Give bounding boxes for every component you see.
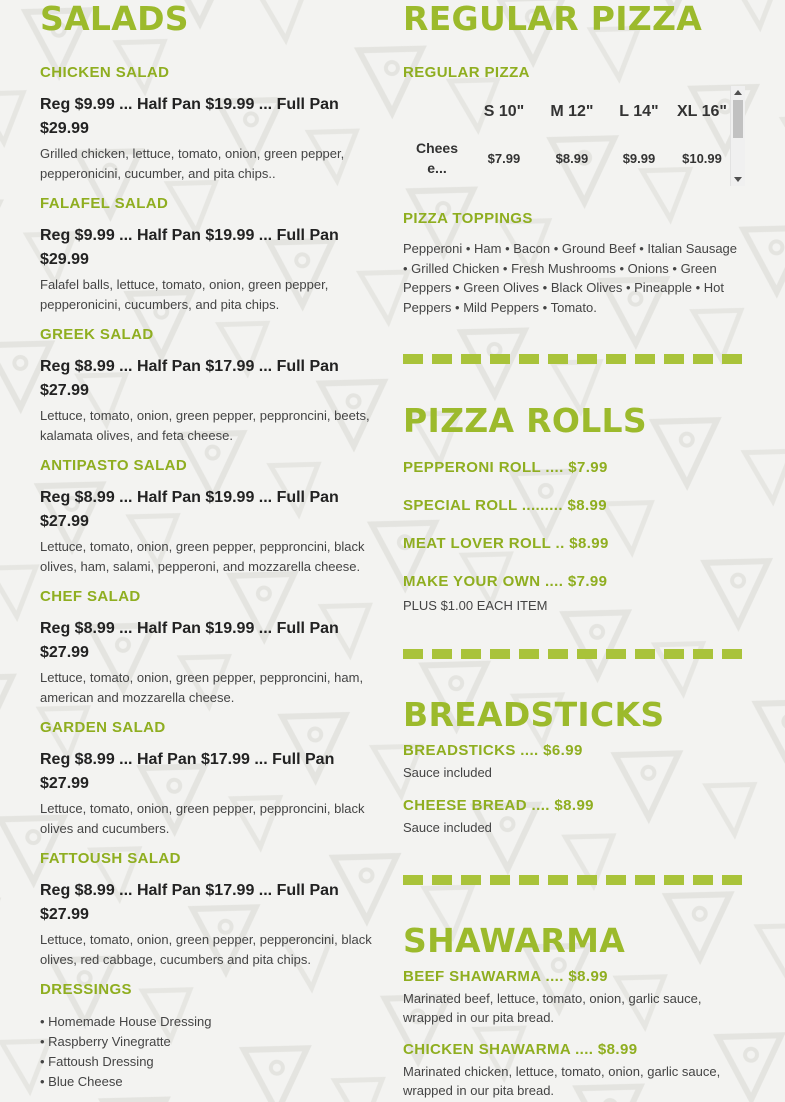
pizza-toppings-heading: PIZZA TOPPINGS bbox=[403, 210, 533, 227]
salad-description: Falafel balls, lettuce, tomato, onion, green pepper, pepperonicini, cucumbers, and pita chips. bbox=[40, 277, 329, 312]
left-column bbox=[40, 0, 380, 1092]
table-row bbox=[403, 138, 733, 178]
salad-name: GARDEN SALAD bbox=[40, 719, 166, 736]
dressing-item: • Fattoush Dressing bbox=[40, 1054, 154, 1069]
right-column bbox=[403, 0, 745, 1100]
dressings-heading: DRESSINGS bbox=[40, 981, 132, 998]
table-cell: $8.99 bbox=[555, 150, 589, 166]
salad-name: CHICKEN SALAD bbox=[40, 64, 170, 81]
salad-description: Lettuce, tomato, onion, green pepper, pepproncini, black olives, ham, salami, pepperoni, and mozzarella cheese. bbox=[40, 539, 365, 574]
table-cell: $10.99 bbox=[682, 150, 722, 166]
shawarma-description: Marinated beef, lettuce, tomato, onion, garlic sauce, wrapped in our pita bread. bbox=[403, 991, 702, 1025]
salads-heading: SALADS bbox=[40, 0, 189, 38]
pizza-roll-note: PLUS $1.00 EACH ITEM bbox=[403, 598, 548, 613]
shawarma-description: Marinated chicken, lettuce, tomato, onion, garlic sauce, wrapped in our pita bread. bbox=[403, 1064, 721, 1098]
salad-description: Lettuce, tomato, onion, green pepper, pepperoncini, black olives, red cabbage, cucumbers and pita chips. bbox=[40, 932, 372, 967]
table-cell: $9.99 bbox=[622, 150, 656, 166]
salad-description: Lettuce, tomato, onion, green pepper, pepproncini, beets, kalamata olives, and feta cheese. bbox=[40, 408, 370, 443]
salad-name: FATTOUSH SALAD bbox=[40, 850, 181, 867]
salad-item bbox=[40, 457, 380, 577]
salad-description: Lettuce, tomato, onion, green pepper, pepproncini, black olives and cucumbers. bbox=[40, 801, 365, 836]
shawarma-item: BEEF SHAWARMA .... $8.99 bbox=[403, 968, 608, 985]
salad-name: GREEK SALAD bbox=[40, 326, 154, 343]
salad-item bbox=[40, 588, 380, 708]
salad-description: Grilled chicken, lettuce, tomato, onion, green pepper, pepperonicini, cucumber, and pita chips.. bbox=[40, 146, 345, 181]
dressing-item: • Blue Cheese bbox=[40, 1074, 123, 1089]
shawarma-heading: SHAWARMA bbox=[403, 921, 626, 960]
salad-price: Reg $8.99 ... Half Pan $19.99 ... Full Pan $27.99 bbox=[40, 620, 339, 661]
salad-description: Lettuce, tomato, onion, green pepper, pepproncini, ham, american and mozzarella cheese. bbox=[40, 670, 364, 705]
salad-item bbox=[40, 326, 380, 446]
pizza-roll-item: PEPPERONI ROLL .... $7.99 bbox=[403, 459, 608, 476]
pizza-price-table bbox=[403, 86, 733, 178]
salad-name: ANTIPASTO SALAD bbox=[40, 457, 188, 474]
section-divider bbox=[403, 875, 745, 885]
pizza-toppings-list: Pepperoni • Ham • Bacon • Ground Beef • Italian Sausage • Grilled Chicken • Fresh Mushrooms • Onions • Green Peppers • Green Olives • Black Olives • Pineapple • Hot Peppers • Mild Peppers • Tomato. bbox=[403, 241, 738, 315]
pizza-roll-item: MAKE YOUR OWN .... $7.99 bbox=[403, 573, 608, 590]
dressings-section bbox=[40, 981, 380, 1092]
table-header bbox=[403, 86, 471, 138]
table-header: XL 16" bbox=[677, 103, 727, 120]
salad-price: Reg $8.99 ... Half Pan $17.99 ... Full Pan $27.99 bbox=[40, 882, 339, 923]
pizza-rolls-heading: PIZZA ROLLS bbox=[403, 401, 647, 440]
salad-price: Reg $8.99 ... Half Pan $19.99 ... Full Pan $27.99 bbox=[40, 489, 339, 530]
salad-item bbox=[40, 850, 380, 970]
breadstick-item: BREADSTICKS .... $6.99 bbox=[403, 742, 583, 759]
salad-price: Reg $9.99 ... Half Pan $19.99 ... Full Pan $29.99 bbox=[40, 227, 339, 268]
table-header: L 14" bbox=[619, 103, 659, 120]
salad-item bbox=[40, 719, 380, 839]
breadstick-item: CHEESE BREAD .... $8.99 bbox=[403, 797, 594, 814]
scroll-down-arrow-icon[interactable] bbox=[734, 177, 742, 182]
dressing-item: • Homemade House Dressing bbox=[40, 1014, 212, 1029]
table-header-row bbox=[403, 86, 733, 138]
salad-name: FALAFEL SALAD bbox=[40, 195, 169, 212]
table-cell: Chees e... bbox=[415, 140, 459, 176]
pizza-roll-item: SPECIAL ROLL ......... $8.99 bbox=[403, 497, 608, 514]
regular-pizza-subheading: REGULAR PIZZA bbox=[403, 64, 530, 81]
scroll-up-arrow-icon[interactable] bbox=[734, 90, 742, 95]
section-divider bbox=[403, 649, 745, 659]
salad-item bbox=[40, 195, 380, 315]
pizza-price-table-scroll[interactable] bbox=[403, 86, 745, 186]
breadsticks-heading: BREADSTICKS bbox=[403, 695, 665, 734]
regular-pizza-heading: REGULAR PIZZA bbox=[403, 0, 703, 38]
salad-name: CHEF SALAD bbox=[40, 588, 141, 605]
table-scrollbar[interactable] bbox=[730, 86, 745, 186]
breadstick-note: Sauce included bbox=[403, 765, 492, 780]
dressing-item: • Raspberry Vinegratte bbox=[40, 1034, 171, 1049]
salad-item bbox=[40, 64, 380, 184]
salad-price: Reg $8.99 ... Haf Pan $17.99 ... Full Pan $27.99 bbox=[40, 751, 335, 792]
salad-price: Reg $9.99 ... Half Pan $19.99 ... Full Pan $29.99 bbox=[40, 96, 339, 137]
table-header: M 12" bbox=[550, 103, 594, 120]
salad-price: Reg $8.99 ... Half Pan $17.99 ... Full Pan $27.99 bbox=[40, 358, 339, 399]
breadstick-note: Sauce included bbox=[403, 820, 492, 835]
scroll-thumb[interactable] bbox=[733, 100, 743, 138]
pizza-roll-item: MEAT LOVER ROLL .. $8.99 bbox=[403, 535, 609, 552]
section-divider bbox=[403, 354, 745, 364]
table-cell: $7.99 bbox=[487, 150, 521, 166]
shawarma-item: CHICKEN SHAWARMA .... $8.99 bbox=[403, 1041, 638, 1058]
table-header: S 10" bbox=[483, 103, 525, 120]
